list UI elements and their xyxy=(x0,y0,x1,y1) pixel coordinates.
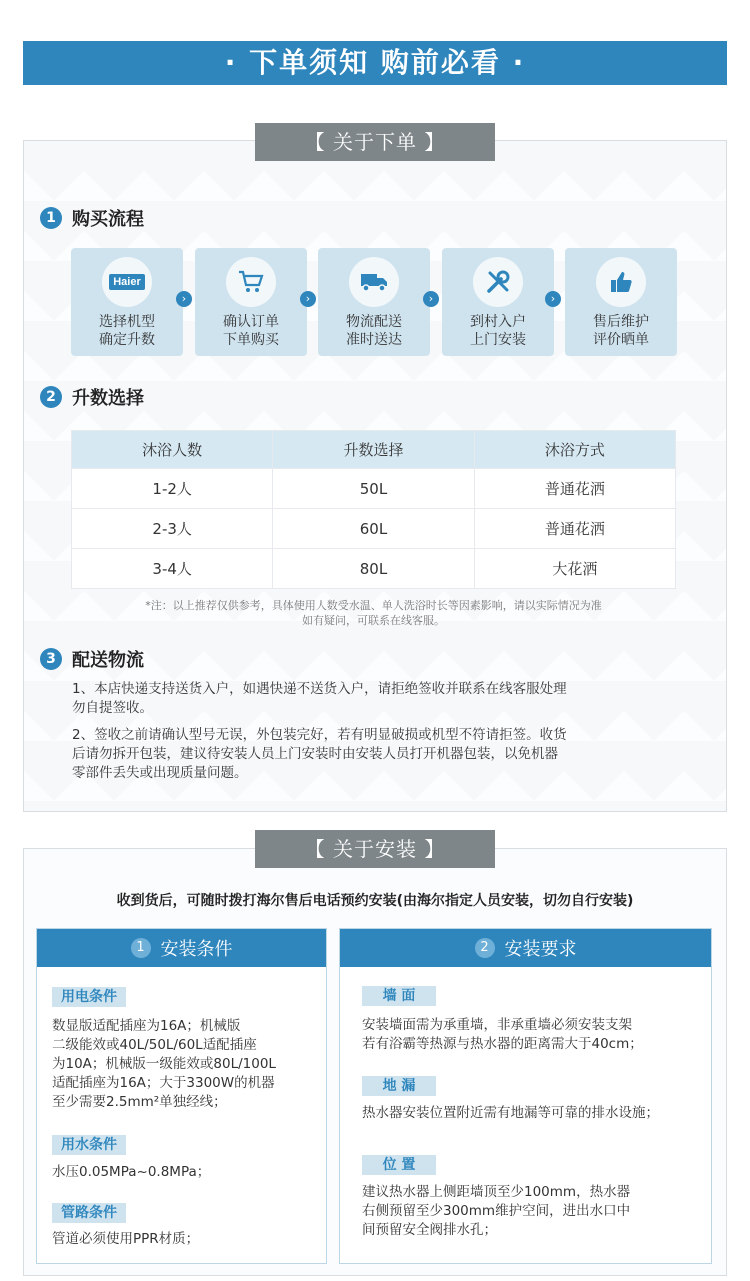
section-label: 配送物流 xyxy=(72,650,144,671)
pipe-condition-text: 管道必须使用PPR材质； xyxy=(52,1231,200,1247)
step-delivery xyxy=(318,248,430,356)
step-confirm-order xyxy=(195,248,307,356)
text-line: 右侧预留至少300mm维护空间，进出水口中 xyxy=(362,1203,631,1219)
step-installation xyxy=(442,248,554,356)
haier-logo-icon xyxy=(102,257,152,307)
chevron-right-icon: › xyxy=(300,291,316,307)
text-line: 若有浴霸等热源与热水器的距离需大于40cm； xyxy=(362,1036,643,1052)
water-condition-chip: 用水条件 xyxy=(52,1135,126,1155)
column-header: 沐浴人数 xyxy=(72,431,273,469)
chevron-right-icon: › xyxy=(423,291,439,307)
text-line: 至少需要2.5mm²单独经线； xyxy=(52,1094,227,1110)
text-line: 为10A；机械版一级能效或80L/100L xyxy=(52,1056,276,1072)
table-cell: 普通花洒 xyxy=(474,509,675,549)
water-condition-text: 水压0.05MPa~0.8MPa； xyxy=(52,1164,211,1180)
drain-chip: 地 漏 xyxy=(362,1076,436,1096)
install-requirements-card xyxy=(339,928,712,1264)
card-number: 2 xyxy=(475,938,495,958)
wall-chip: 墙 面 xyxy=(362,986,436,1006)
cart-icon xyxy=(226,257,276,307)
page-banner: · 下单须知 购前必看 · xyxy=(23,41,727,85)
position-text xyxy=(362,1183,707,1240)
table-cell: 普通花洒 xyxy=(474,469,675,509)
card-title: 安装条件 xyxy=(160,939,233,960)
section-number: 2 xyxy=(40,386,62,408)
step-line: 确认订单 xyxy=(223,314,279,330)
step-line: 售后维护 xyxy=(593,314,649,330)
install-conditions-card xyxy=(36,928,327,1264)
chevron-right-icon: › xyxy=(176,291,192,307)
table-row xyxy=(72,509,676,549)
card-number: 1 xyxy=(131,938,151,958)
position-chip: 位 置 xyxy=(362,1155,436,1175)
purchase-flow-title xyxy=(40,205,144,231)
logistics-paragraph-1 xyxy=(72,680,652,718)
table-cell: 80L xyxy=(273,549,474,589)
step-line: 评价晒单 xyxy=(593,332,649,348)
column-header: 升数选择 xyxy=(273,431,474,469)
table-row xyxy=(72,469,676,509)
para-line: 零部件丢失或出现质量问题。 xyxy=(72,765,248,781)
table-row xyxy=(72,549,676,589)
text-line: 二级能效或40L/50L/60L适配插座 xyxy=(52,1037,257,1053)
para-line: 勿自提签收。 xyxy=(72,700,153,716)
para-line: 1、本店快递支持送货入户，如遇快递不送货入户，请拒绝签收并联系在线客服处理 xyxy=(72,681,567,697)
section-label: 购买流程 xyxy=(72,209,144,230)
table-header-row xyxy=(72,431,676,469)
text-line: 建议热水器上侧距墙顶至少100mm，热水器 xyxy=(362,1184,631,1200)
electric-condition-text xyxy=(52,1017,322,1112)
purchase-steps xyxy=(71,248,677,356)
step-line: 下单购买 xyxy=(223,332,279,348)
logistics-paragraph-2 xyxy=(72,726,652,783)
step-choose-model xyxy=(71,248,183,356)
pipe-condition-chip: 管路条件 xyxy=(52,1203,126,1223)
table-cell: 2-3人 xyxy=(72,509,273,549)
para-line: 后请勿拆开包装，建议待安装人员上门安装时由安装人员打开机器包装，以免机器 xyxy=(72,746,558,762)
install-section-tag: 【 关于安装 】 xyxy=(255,830,495,868)
step-line: 到村入户 xyxy=(470,314,526,330)
order-section-tag: 【 关于下单 】 xyxy=(255,123,495,161)
para-line: 2、签收之前请确认型号无误，外包装完好，若有明显破损或机型不符请拒签。收货 xyxy=(72,727,567,743)
chevron-right-icon: › xyxy=(545,291,561,307)
note-line: *注：以上推荐仅供参考，具体使用人数受水温、单人洗浴时长等因素影响，请以实际情况为准 xyxy=(145,599,602,612)
card-header xyxy=(340,929,711,967)
table-cell: 大花洒 xyxy=(474,549,675,589)
column-header: 沐浴方式 xyxy=(474,431,675,469)
drain-text: 热水器安装位置附近需有地漏等可靠的排水设施； xyxy=(362,1105,659,1121)
thumbs-up-icon xyxy=(596,257,646,307)
step-line: 准时送达 xyxy=(346,332,402,348)
section-number: 3 xyxy=(40,648,62,670)
table-cell: 60L xyxy=(273,509,474,549)
step-line: 上门安装 xyxy=(470,332,526,348)
section-label: 升数选择 xyxy=(72,388,144,409)
step-line: 确定升数 xyxy=(99,332,155,348)
text-line: 间预留安全阀排水孔； xyxy=(362,1222,497,1238)
wall-text xyxy=(362,1016,707,1054)
table-cell: 1-2人 xyxy=(72,469,273,509)
truck-icon xyxy=(349,257,399,307)
capacity-title xyxy=(40,384,144,410)
electric-condition-chip: 用电条件 xyxy=(52,987,126,1007)
text-line: 适配插座为16A；大于3300W的机器 xyxy=(52,1075,275,1091)
capacity-table xyxy=(71,430,676,589)
note-line: 如有疑问，可联系在线客服。 xyxy=(302,614,445,627)
step-after-sales xyxy=(565,248,677,356)
step-line: 选择机型 xyxy=(99,314,155,330)
text-line: 数显版适配插座为16A；机械版 xyxy=(52,1018,241,1034)
tools-icon xyxy=(473,257,523,307)
capacity-note xyxy=(71,598,676,628)
install-lead-text: 收到货后，可随时拨打海尔售后电话预约安装(由海尔指定人员安装，切勿自行安装) xyxy=(116,893,634,909)
card-header xyxy=(37,929,326,967)
text-line: 安装墙面需为承重墙，非承重墙必须安装支架 xyxy=(362,1017,632,1033)
section-number: 1 xyxy=(40,207,62,229)
table-cell: 50L xyxy=(273,469,474,509)
card-title: 安装要求 xyxy=(504,939,577,960)
step-line: 物流配送 xyxy=(346,314,402,330)
table-cell: 3-4人 xyxy=(72,549,273,589)
haier-logo: Haier xyxy=(109,274,145,290)
logistics-title xyxy=(40,646,144,672)
